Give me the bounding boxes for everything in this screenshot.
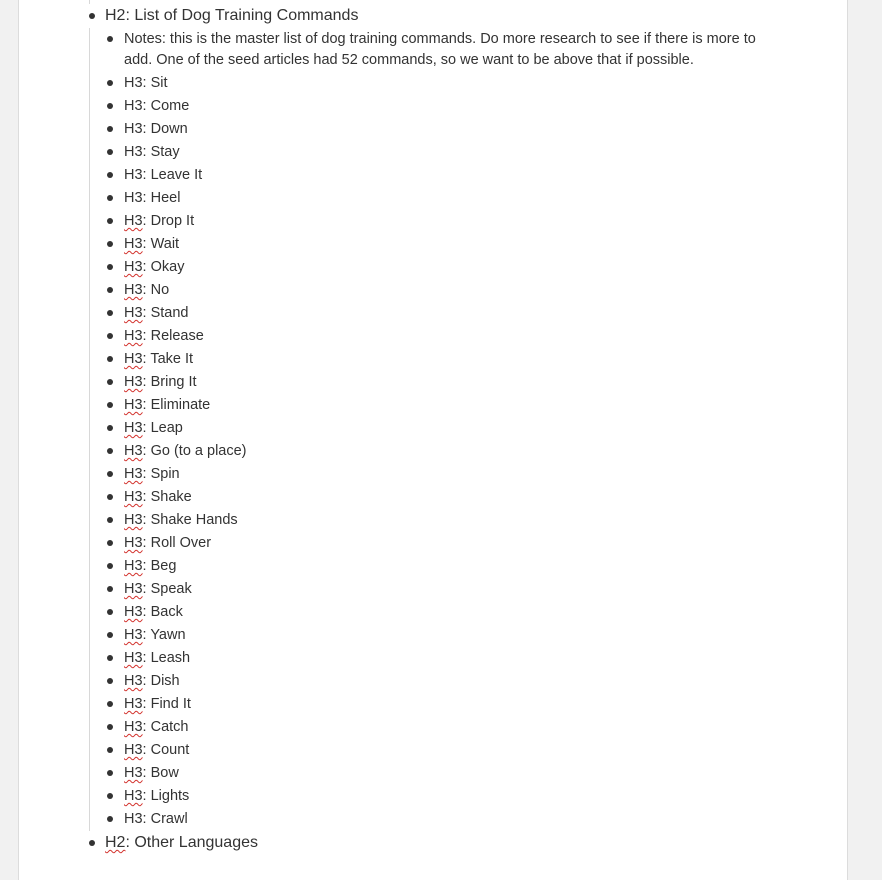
command-label[interactable]: : Leave It	[142, 167, 203, 183]
bullet-icon	[107, 724, 113, 730]
command-label[interactable]: : Stand	[142, 305, 189, 321]
bullet-icon	[107, 149, 113, 155]
command-prefix[interactable]: H3	[124, 167, 143, 183]
command-label[interactable]: : Okay	[142, 259, 185, 275]
bullet-icon	[107, 655, 113, 661]
command-prefix[interactable]: H3	[124, 328, 143, 344]
bullet-icon	[107, 540, 113, 546]
command-prefix[interactable]: H3	[124, 673, 143, 689]
bullet-icon	[107, 586, 113, 592]
bullet-icon	[107, 287, 113, 293]
command-prefix[interactable]: H3	[124, 144, 143, 160]
command-prefix[interactable]: H3	[124, 604, 143, 620]
list-item-command[interactable]	[124, 417, 847, 440]
outline-level-1	[19, 0, 847, 855]
command-prefix[interactable]: H3	[124, 811, 143, 827]
bullet-icon	[107, 793, 113, 799]
bullet-icon	[107, 517, 113, 523]
list-item-command[interactable]	[124, 72, 847, 95]
bullet-icon	[107, 402, 113, 408]
note-text[interactable]	[124, 0, 750, 1]
command-label[interactable]: : Yawn	[142, 627, 186, 643]
list-item-command[interactable]	[124, 118, 847, 141]
command-prefix[interactable]: H3	[124, 213, 143, 229]
list-item-command[interactable]	[124, 302, 847, 325]
bullet-icon	[107, 678, 113, 684]
command-prefix[interactable]: H3	[124, 558, 143, 574]
command-label[interactable]: : Release	[142, 328, 204, 344]
command-prefix[interactable]: H3	[124, 236, 143, 252]
section-other-languages	[19, 831, 847, 855]
heading-prefix[interactable]: H2	[105, 7, 126, 24]
command-label[interactable]: : Speak	[142, 581, 192, 597]
command-label[interactable]: : Down	[142, 121, 188, 137]
bullet-icon	[107, 379, 113, 385]
list-item-command[interactable]	[124, 670, 847, 693]
command-label[interactable]: : Go (to a place)	[142, 443, 247, 459]
command-label[interactable]: : Come	[142, 98, 190, 114]
list-item-command[interactable]	[124, 463, 847, 486]
command-prefix[interactable]: H3	[124, 443, 143, 459]
list-item-command[interactable]	[124, 762, 847, 785]
section-heading[interactable]	[105, 4, 847, 28]
command-label[interactable]: : Eliminate	[142, 397, 211, 413]
command-prefix[interactable]: H3	[124, 420, 143, 436]
command-prefix[interactable]: H3	[124, 581, 143, 597]
command-label[interactable]: : Roll Over	[142, 535, 212, 551]
bullet-icon	[107, 356, 113, 362]
command-prefix[interactable]: H3	[124, 719, 143, 735]
command-prefix[interactable]: H3	[124, 190, 143, 206]
command-prefix[interactable]: H3	[124, 512, 143, 528]
list-item-command[interactable]	[124, 785, 847, 808]
section-heading[interactable]	[105, 831, 847, 855]
bullet-icon	[107, 172, 113, 178]
list-item-command[interactable]	[124, 394, 847, 417]
bullet-icon	[107, 632, 113, 638]
bullet-icon	[107, 609, 113, 615]
list-item-command[interactable]	[124, 95, 847, 118]
list-item-command[interactable]	[124, 555, 847, 578]
command-label[interactable]: : Stay	[142, 144, 180, 160]
command-label[interactable]: : Leash	[142, 650, 191, 666]
list-item-command[interactable]	[124, 532, 847, 555]
command-prefix[interactable]: H3	[124, 742, 143, 758]
command-prefix[interactable]: H3	[124, 788, 143, 804]
command-label[interactable]: : Find It	[142, 696, 191, 712]
command-label[interactable]: : Wait	[142, 236, 180, 252]
bullet-icon	[107, 36, 113, 42]
command-label[interactable]: : Heel	[142, 190, 181, 206]
list-item-command[interactable]	[124, 716, 847, 739]
bullet-icon	[107, 448, 113, 454]
bullet-icon	[107, 310, 113, 316]
bullet-icon	[107, 195, 113, 201]
bullet-icon	[89, 840, 95, 846]
list-item-command[interactable]	[124, 509, 847, 532]
list-item-command[interactable]	[124, 486, 847, 509]
command-label[interactable]: : Crawl	[142, 811, 188, 827]
bullet-icon	[107, 563, 113, 569]
bullet-icon	[107, 471, 113, 477]
commands-list	[89, 28, 847, 831]
list-item-command[interactable]	[124, 693, 847, 716]
command-prefix[interactable]: H3	[124, 75, 143, 91]
command-label[interactable]: : Shake Hands	[142, 512, 238, 528]
bullet-icon	[107, 103, 113, 109]
command-label[interactable]: : Take It	[142, 351, 194, 367]
list-item-command[interactable]	[124, 141, 847, 164]
list-item-command[interactable]	[124, 279, 847, 302]
command-label[interactable]: : Dish	[142, 673, 180, 689]
list-item-command[interactable]	[124, 739, 847, 762]
command-prefix[interactable]: H3	[124, 489, 143, 505]
bullet-icon	[89, 13, 95, 19]
command-label[interactable]: : Back	[142, 604, 183, 620]
command-label[interactable]: : Count	[142, 742, 190, 758]
list-item-command[interactable]	[124, 578, 847, 601]
heading-label[interactable]: : Other Languages	[125, 834, 258, 851]
list-item-command[interactable]	[124, 210, 847, 233]
command-prefix[interactable]: H3	[124, 397, 143, 413]
list-item-command[interactable]	[124, 371, 847, 394]
command-prefix[interactable]: H3	[124, 305, 143, 321]
command-prefix[interactable]: H3	[124, 466, 143, 482]
bullet-icon	[107, 770, 113, 776]
command-prefix[interactable]: H3	[124, 98, 143, 114]
command-prefix[interactable]: H3	[124, 765, 143, 781]
bullet-icon	[107, 701, 113, 707]
note-text[interactable]: Notes: this is the master list of dog training commands. Do more research to see if there is more to add. One of the seed articles had 52 commands, so we want to be above that if possible.	[124, 31, 756, 68]
bullet-icon	[107, 218, 113, 224]
command-prefix[interactable]: H3	[124, 259, 143, 275]
heading-prefix[interactable]: H2	[105, 834, 126, 851]
command-label[interactable]: : Shake	[142, 489, 192, 505]
list-item-note[interactable]	[124, 28, 774, 72]
command-prefix[interactable]: H3	[124, 650, 143, 666]
list-item-command[interactable]	[124, 808, 847, 831]
document-page	[18, 0, 848, 880]
command-label[interactable]: : Spin	[142, 466, 180, 482]
heading-label[interactable]: : List of Dog Training Commands	[125, 7, 359, 24]
list-item-command[interactable]	[124, 440, 847, 463]
section-dog-training-commands	[19, 4, 847, 831]
bullet-icon	[107, 333, 113, 339]
document-outline	[19, 0, 847, 855]
list-item-command[interactable]	[124, 233, 847, 256]
bullet-icon	[107, 126, 113, 132]
command-prefix[interactable]: H3	[124, 121, 143, 137]
command-label[interactable]: : Bring It	[142, 374, 197, 390]
bullet-icon	[107, 80, 113, 86]
command-label[interactable]: : Bow	[142, 765, 179, 781]
list-item-command[interactable]	[124, 325, 847, 348]
command-label[interactable]: : Sit	[142, 75, 168, 91]
command-label[interactable]: : Drop It	[142, 213, 195, 229]
bullet-icon	[107, 816, 113, 822]
list-item-command[interactable]	[124, 348, 847, 371]
list-item-command[interactable]	[124, 647, 847, 670]
bullet-icon	[107, 241, 113, 247]
bullet-icon	[107, 425, 113, 431]
command-label[interactable]: : Catch	[142, 719, 189, 735]
command-prefix[interactable]: H3	[124, 696, 143, 712]
command-prefix[interactable]: H3	[124, 282, 143, 298]
list-item-command[interactable]	[124, 624, 847, 647]
bullet-icon	[107, 264, 113, 270]
command-prefix[interactable]: H3	[124, 627, 143, 643]
list-item-command[interactable]	[124, 164, 847, 187]
list-item-command[interactable]	[124, 256, 847, 279]
bullet-icon	[107, 747, 113, 753]
command-label[interactable]: : Leap	[142, 420, 183, 436]
command-prefix[interactable]: H3	[124, 374, 143, 390]
command-prefix[interactable]: H3	[124, 351, 143, 367]
command-prefix[interactable]: H3	[124, 535, 143, 551]
command-label[interactable]: : Lights	[142, 788, 190, 804]
command-label[interactable]: : No	[142, 282, 170, 298]
list-item-command[interactable]	[124, 601, 847, 624]
command-label[interactable]: : Beg	[142, 558, 177, 574]
bullet-icon	[107, 494, 113, 500]
list-item-command[interactable]	[124, 187, 847, 210]
